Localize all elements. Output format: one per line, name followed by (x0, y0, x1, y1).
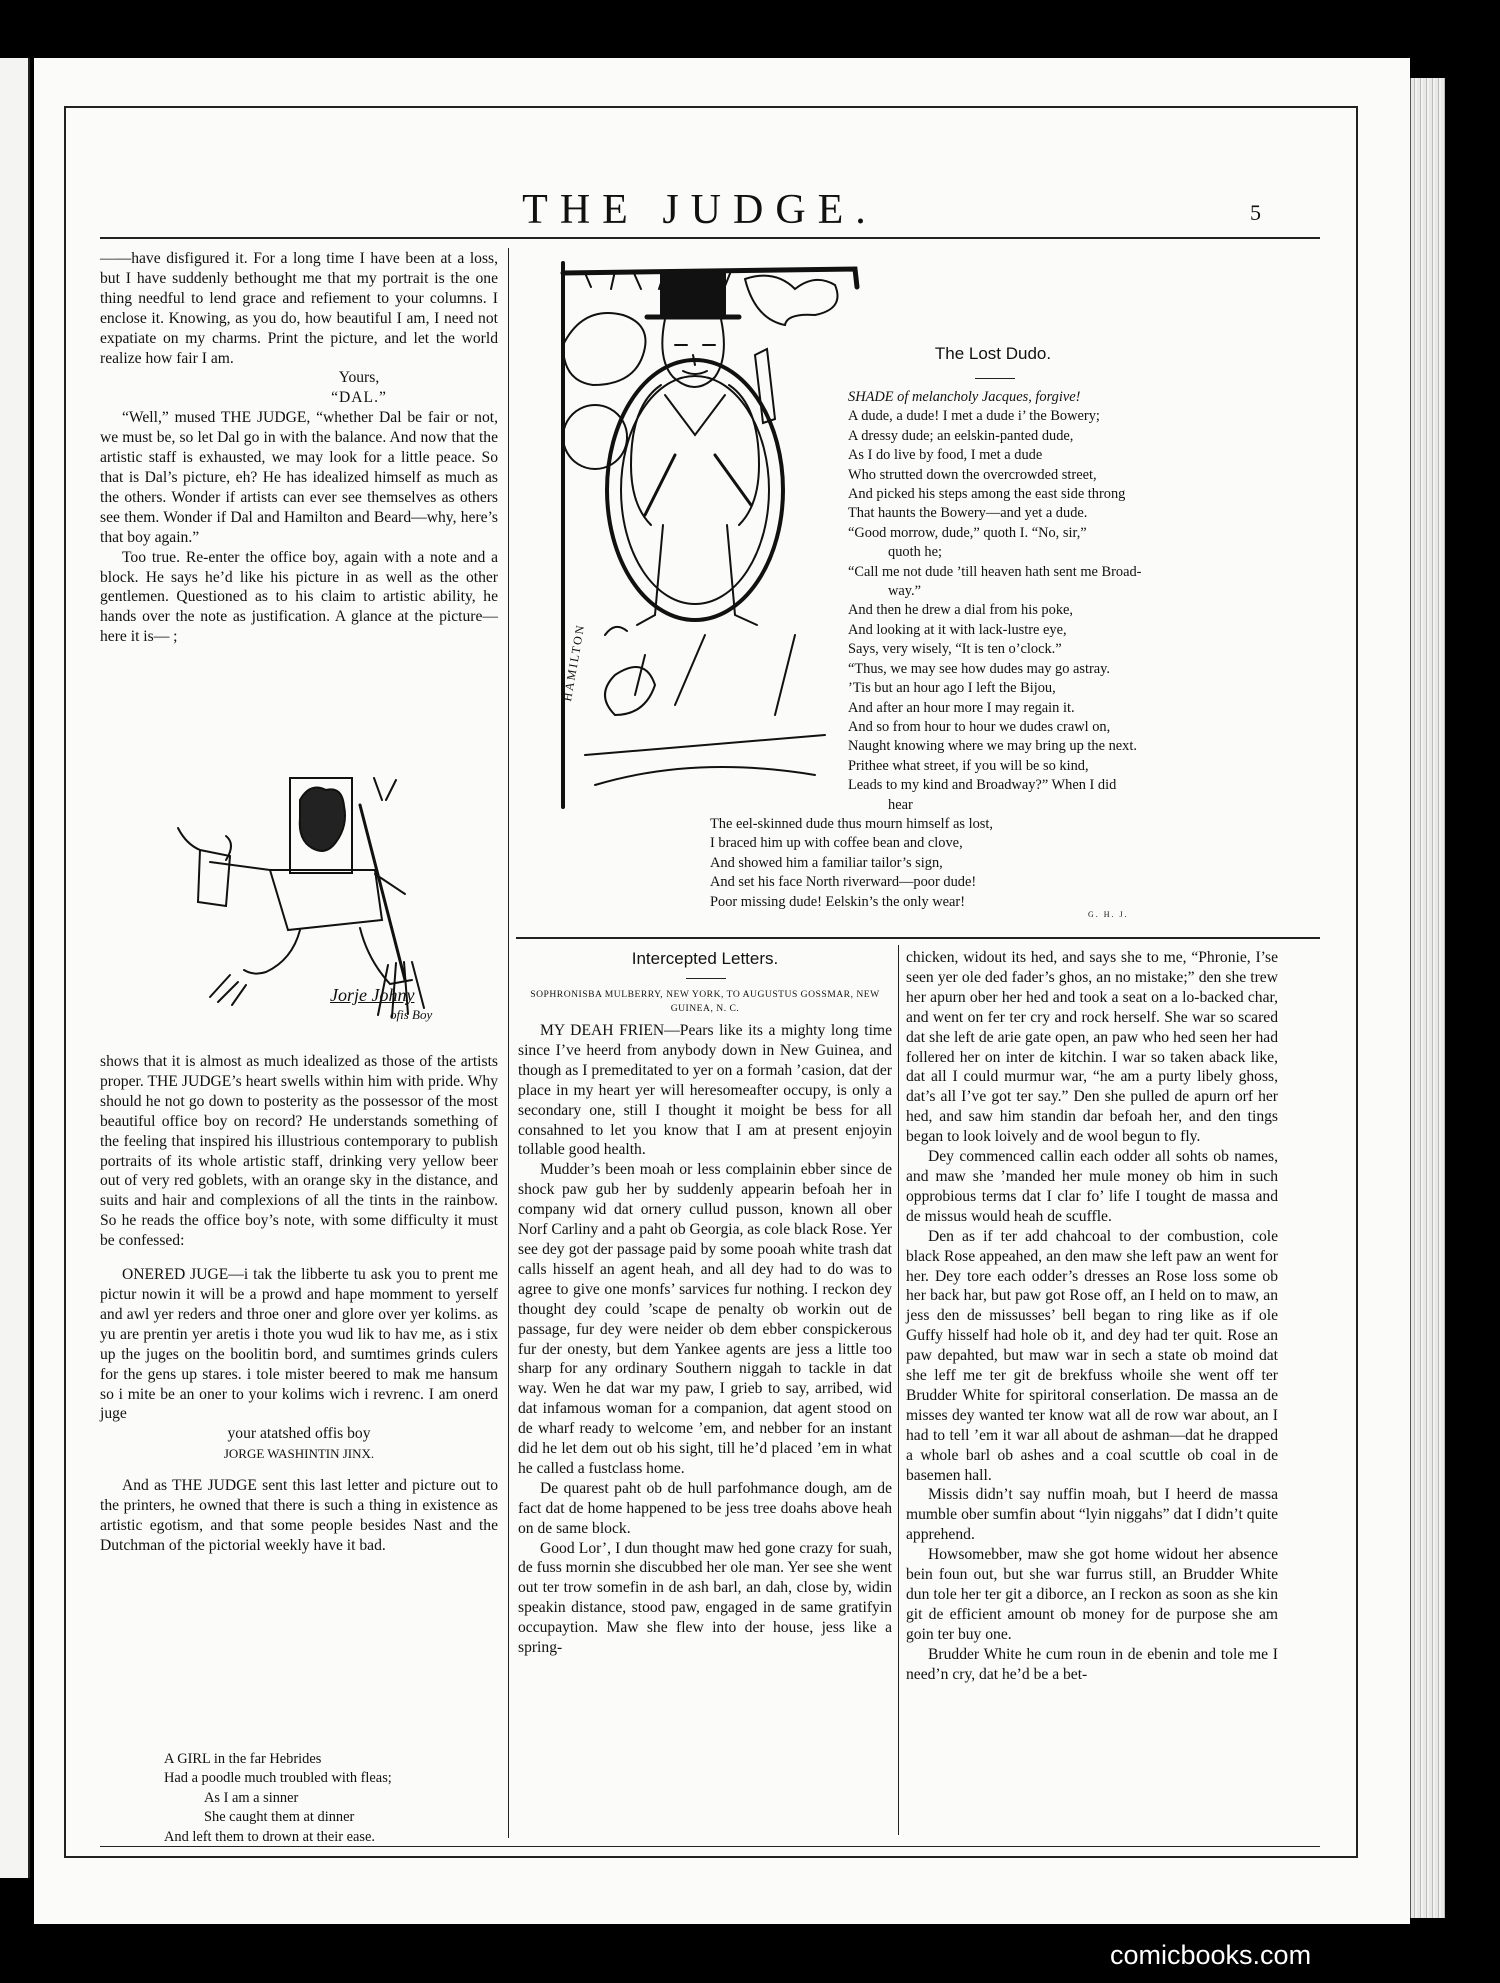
paragraph: Dey commenced callin each odder all sohts ob names, and maw she ’manded her mule money ob him in such opprobious terms dat I clar fo’ life I tought de massa and de missus would heah de scuffle. (906, 1148, 1278, 1225)
poem-line: hear (888, 796, 913, 813)
limerick (164, 1750, 494, 1847)
poem-line: Who strutted down the overcrowded street, (848, 466, 1097, 483)
section-rule (516, 937, 1320, 939)
limerick-line: As I am a sinner (204, 1789, 299, 1806)
poem-line: “Call me not dude ’till heaven hath sent me Broad- (848, 563, 1142, 580)
poem-line: way.” (888, 583, 922, 600)
poem-line: “Good morrow, dude,” quoth I. “No, sir,” (848, 524, 1087, 541)
paragraph (518, 1021, 892, 1160)
cartoon-signature: HAMILTON (560, 622, 588, 703)
yours-line: Yours, (338, 369, 380, 387)
poem-line: Leads to my kind and Broadway?” When I did (848, 777, 1117, 794)
paragraph: Howsomebber, maw she got home widout her absence bein foun out, but she war furrus still, an Brudder White dun tole her ter git a diborce, an I reckon as soon as she kin git de efficient amount ob money for de purpose she am goin ter buy one. (906, 1546, 1278, 1643)
column-rule (508, 248, 509, 1838)
poem-body (848, 388, 1228, 815)
letter-text: MY DEAH FRIEN—Pears like its a mighty long time since I’ve heerd from anybody down in New Guinea, and though as I premeditated to yer on a formah ’casion, dat der place in my heart yer will heresomeafter occupy, is only a secondary one, still I thought it moight be bess for all consahned to let you know that I am at present enjoyin tollable good health. (518, 1022, 892, 1159)
poem-line: I braced him up with coffee bean and clove, (710, 835, 963, 852)
poem-line: The eel-skinned dude thus mourn himself as lost, (710, 816, 993, 832)
poem-line: And picked his steps among the east side throng (848, 486, 1126, 503)
paragraph: De quarest paht ob de hull parfohmance dough, am de fact dat de home happened to be jess tree doahs above heah on de same block. (518, 1479, 892, 1537)
letter-paragraph (100, 1265, 498, 1424)
masthead-rule (100, 237, 1320, 239)
lost-dude-cartoon (555, 255, 885, 815)
watermark: comicbooks.com (1110, 1940, 1312, 1970)
limerick-line: A GIRL in the far Hebrides (164, 1751, 322, 1767)
paragraph: Too true. Re-enter the office boy, again with a note and a block. He says he’d like his picture in as well as the other gentlemen. Questioned as to his claim to artistic ability, he hands over the note as justification. A glance at the picture—here it is— ; (100, 548, 498, 646)
letter-signature: JORGE WASHINTIN JINX. (223, 1446, 375, 1462)
signature-line: Jorje Johny (330, 985, 415, 1005)
adjacent-page-edge (0, 58, 30, 1878)
poem-line: And showed him a familiar tailor’s sign, (710, 854, 943, 871)
letters-heading: SOPHRONISBA MULBERRY, NEW YORK, TO AUGUSTUS GOSSMAR, NEW GUINEA, N. C. (530, 989, 880, 1014)
paragraph: Mudder’s been moah or less complainin ebber since de shock paw gub her by suddenly appearin befoah her in company wid dat ornery cullud pusson, known all ober Norf Carliny and a paht ob Georgia, as cole black Rose. Yer see dey got der passage paid by some pooah white trash dat calls hisself an agent heah, and all dey had to do was to agree to give one monfs’ sarvices fur nothing. I reckon dey thought dey could ’scape de penalty ob workin out de passage, fur dey were neider ob dem ebber conspickerous fur der onesty, but dem Yankee agents are jess a little too sharp for any ordinary Southern niggah to tackle in dat way. Wen he dat war my paw, I grieb to say, arribed, wid dat infamous woman for a companion, dat agent stood on de wharf ready to welcome ’em, and nebber for an instant did he let dem out ob his sight, till he’d placed ’em in what he called a fustclass home. (518, 1161, 892, 1477)
poem-title-rule (975, 378, 1015, 379)
paragraph: chicken, widout its hed, and says she to me, “Phronie, I’se seen yer ole ded fader’s ghos, an no mistake;” den she trew her apurn ober her hed and took a seat on a lo-backed char, and went on fer ter cry and rock herself. She war so scared dat she left de arie gate open, an paw who hed seen her had follered her on inter de kitchin. I war so taken aback like, dat all I could murmur war, “he am a purty libely ghoss, dat’s all I’ve got ter say.” Den she pulled de apurn orf her hed, and saw him standin dar befoah her, and den tings began to look loively and de wool begun to fly. (906, 949, 1278, 1146)
paragraph: shows that it is almost as much idealized as those of the artists proper. THE JUDGE’s heart swells within him with pride. Why should he not go down to posterity as the possessor of the most beautiful office boy on record? He understands something of the feeling that inspired his illustrious contemporary to publish portraits of its whole artistic staff, drinking very yellow beer out of very red goblets, with an orange sky in the distance, and suits and hair and complexions of all the tints in the rainbow. So he reads the office boy’s note, with some difficulty it must be confessed: (100, 1053, 498, 1250)
column-1-bottom (100, 1052, 498, 1556)
poem-line: And then he drew a dial from his poke, (848, 602, 1073, 619)
poem-body-wide (710, 815, 1130, 912)
poem-title: The Lost Dudo. (934, 344, 1052, 363)
paragraph: Brudder White he cum roun in de ebenin and tole me I need’n cry, dat he’d be a bet- (906, 1645, 1278, 1683)
dal-signature: “DAL.” (331, 389, 387, 407)
letter-closing: your atatshed offis boy (227, 1425, 371, 1443)
poem-line: quoth he; (888, 544, 942, 561)
page-stack-edge (1410, 78, 1445, 1918)
poem-line: Prithee what street, if you will be so kind, (848, 757, 1089, 774)
limerick-line: And left them to drown at their ease. (164, 1828, 375, 1845)
letters-title-rule (686, 978, 726, 979)
poem-signature: G. H. J. (1088, 910, 1129, 919)
poem-line: A dude, a dude! I met a dude i’ the Bowery; (848, 408, 1100, 425)
column-1-top (100, 249, 498, 647)
poem-line: Poor missing dude! Eelskin’s the only wear! (710, 893, 965, 910)
poem-line: And after an hour more I may regain it. (848, 699, 1075, 716)
paragraph: “Well,” mused THE JUDGE, “whether Dal be fair or not, we must be, so let Dal go in with the balance. And now that the artistic staff is exhausted, we may look for a little peace. So that is Dal’s picture, eh? He has idealized himself as much as the others. Wonder if artists can ever see themselves as others see them. Wonder if Dal and Hamilton and Beard—why, here’s that boy again.” (100, 409, 498, 546)
poem-line: As I do live by food, I met a dude (848, 447, 1043, 464)
poem-line: Says, very wisely, “It is ten o’clock.” (848, 641, 1062, 658)
poem-line: And set his face North riverward—poor dude! (710, 874, 977, 891)
signature-line: ofis Boy (390, 1007, 433, 1022)
sketch-signature (330, 985, 490, 1025)
paragraph: Good Lor’, I dun thought maw hed gone crazy for suah, de fuss mornin she discubbed her ole man. Yer see she went out ter trow somefin in de ash barl, an dah, close by, widin speakin distance, stood paw, engaged in de same gratifyin occupaytion. Maw she flew into der house, jess like a spring- (518, 1539, 892, 1657)
page-number: 5 (1250, 200, 1261, 225)
poem-line: That haunts the Bowery—and yet a dude. (848, 505, 1088, 522)
poem-line: And looking at it with lack-lustre eye, (848, 621, 1067, 638)
column-rule (898, 945, 899, 1835)
paragraph: And as THE JUDGE sent this last letter and picture out to the printers, he owned that there is such a thing in existence as artistic egotism, and that some people besides Nast and the Dutchman of the pictorial weekly have it bad. (100, 1477, 498, 1554)
paragraph: Missis didn’t say nuffin moah, but I heerd de massa mumble ober sumfin about “lyin niggahs” dat I didn’t quite apprehend. (906, 1486, 1278, 1544)
masthead-title: THE JUDGE. (522, 187, 878, 233)
limerick-line: Had a poodle much troubled with fleas; (164, 1770, 392, 1787)
poem-line: A dressy dude; an eelskin-panted dude, (848, 427, 1074, 444)
poem-line: And so from hour to hour we dudes crawl on, (848, 718, 1111, 735)
bottom-rule (100, 1846, 1320, 1847)
letter-opening: ONERED JUGE (122, 1266, 229, 1284)
poem-line: ’Tis but an hour ago I left the Bijou, (848, 680, 1056, 697)
letters-column-2 (518, 1021, 892, 1658)
letters-title: Intercepted Letters. (631, 949, 779, 968)
limerick-line: She caught them at dinner (204, 1809, 355, 1826)
poem-line: “Thus, we may see how dudes may go astray. (848, 660, 1111, 677)
poem-line: SHADE of melancholy Jacques, forgive! (848, 389, 1081, 405)
paragraph: ——have disfigured it. For a long time I have been at a loss, but I have suddenly bethought me that my portrait is the one thing needful to lend grace and refiement to your columns. I enclose it. Knowing, as you do, how beautiful I am, I need not expatiate on my charms. Print the picture, and let the world realize how fair I am. (100, 250, 498, 367)
letter-body: —i tak the libberte tu ask you to prent me pictur nowin it will be a prowd and hape momment to yerself and awl yer reders and throe oner and glore over yer kolims. as yu are prentin yer aretis i thote you wud lik to hav me, as i stix up the juges on the boolitin bord, and sumtimes grinds culers for the gens up stares. i tole mister beered to mak me hansum so i mite be an oner to your kolims wich i revrenc. I am onerd juge (100, 1266, 498, 1423)
poem-line: Naught knowing where we may bring up the next. (848, 738, 1137, 755)
paragraph: Den as if ter add chahcoal to der combustion, cole black Rose appeahed, an den maw she left paw an went for her. Dey tore each odder’s dresses an Rose loss some ob her back har, but paw got Rose off, an I held on to maw, an jess den de missusses’ bell began to ring like as if ole Guffy hisself had hole ob it, and dey had ter quit. Rose an paw depahted, but maw war in sech a state ob moind dat she leff me ter git de brekfuss whoile she went off ter Brudder White for spiritoral conserlation. De massa an de misses dey wanted ter know wat all de row war about, an I had to tell ’em it war all about de ashman—dat he drapped a whole barl ob ashes and a coal scuttle ob coal in de basemen hall. (906, 1227, 1278, 1484)
letters-column-3 (906, 948, 1278, 1685)
